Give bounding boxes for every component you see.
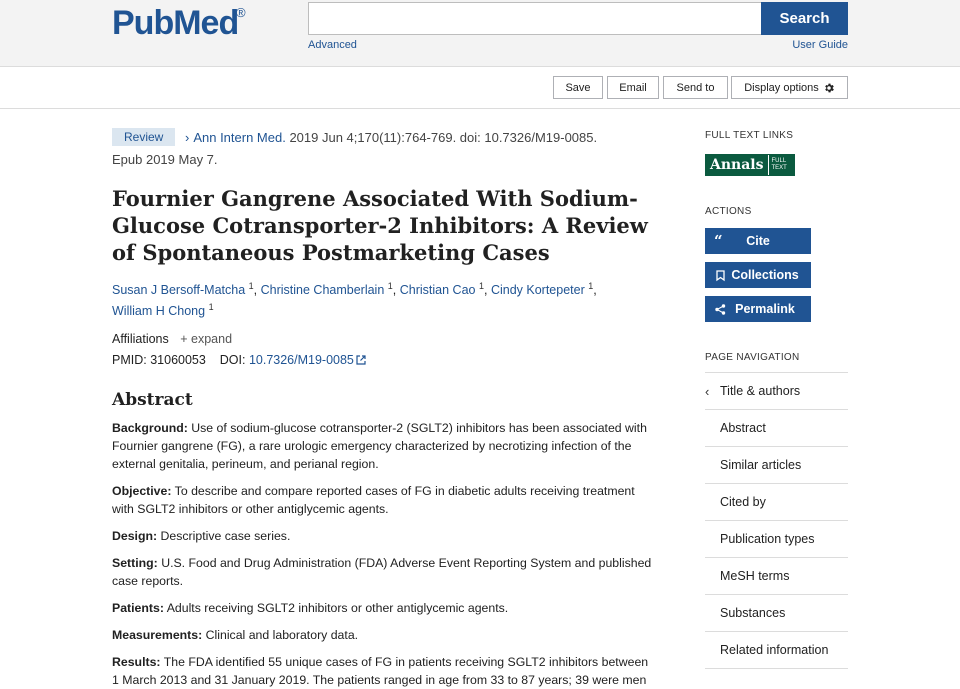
doi-label: DOI:: [219, 353, 246, 368]
affiliation-ref[interactable]: 1: [248, 281, 254, 291]
abstract-heading: Abstract: [112, 390, 193, 411]
nav-label: Abstract: [720, 421, 766, 435]
abstract-measurements: [112, 626, 657, 644]
site-header: [0, 0, 960, 67]
advanced-search-link[interactable]: Advanced: [308, 39, 357, 51]
expand-label: expand: [191, 332, 233, 347]
nav-item-title-authors[interactable]: [705, 373, 848, 410]
section-label: Setting:: [112, 556, 158, 571]
nav-item-substances[interactable]: [705, 595, 848, 632]
author-link[interactable]: Cindy Kortepeter: [490, 283, 585, 298]
pmid-label: PMID:: [112, 353, 147, 368]
actions-heading: ACTIONS: [705, 206, 752, 217]
abstract-objective: [112, 482, 657, 518]
page-navigation-heading: PAGE NAVIGATION: [705, 352, 800, 363]
permalink-button[interactable]: [705, 296, 811, 322]
affiliation-ref[interactable]: 1: [478, 281, 484, 291]
nav-item-cited-by[interactable]: [705, 484, 848, 521]
nav-label: Publication types: [720, 532, 815, 546]
affiliation-ref[interactable]: 1: [588, 281, 594, 291]
annals-full-text-link[interactable]: [705, 154, 795, 176]
plus-icon: +: [180, 332, 188, 347]
section-text: Use of sodium-glucose cotransporter-2 (SGLT2) inhibitors has been associated with Fournier gangrene (FG), a rare urologic emergency characterized by necrotizing infection of the external genitalia, perineum, and perianal region.: [112, 421, 647, 472]
abstract-results: [112, 653, 657, 689]
save-button[interactable]: [553, 76, 603, 99]
pubmed-logo[interactable]: [112, 2, 252, 46]
identifiers-row: [112, 353, 657, 367]
full-text-heading: FULL TEXT LINKS: [705, 130, 794, 141]
section-label: Results:: [112, 655, 161, 670]
review-badge: Review: [112, 128, 175, 146]
quote-icon: “: [714, 232, 723, 250]
user-guide-link[interactable]: User Guide: [792, 39, 848, 51]
section-text: The FDA identified 55 unique cases of FG in patients receiving SGLT2 inhibitors between 1 March 2013 and 31 January 2019. The patients ranged in age from 33 to 87 years; 39 were men: [112, 655, 649, 688]
doi-link[interactable]: [249, 353, 366, 367]
affiliation-ref[interactable]: 1: [208, 302, 214, 313]
abstract-setting: [112, 554, 657, 590]
author-link[interactable]: William H Chong: [112, 304, 206, 319]
send-to-label: Send to: [676, 81, 715, 94]
affiliation-ref[interactable]: 1: [387, 281, 393, 291]
save-label: Save: [565, 81, 591, 94]
affiliations-row: [112, 332, 657, 346]
email-label: Email: [619, 81, 647, 94]
section-label: Background:: [112, 421, 188, 436]
nav-label: Related information: [720, 643, 829, 657]
nav-label: Title & authors: [720, 384, 801, 398]
email-button[interactable]: [607, 76, 659, 99]
search-button[interactable]: Search: [761, 2, 848, 35]
section-label: Patients:: [112, 601, 164, 616]
nav-label: Substances: [720, 606, 786, 620]
section-text: Clinical and laboratory data.: [205, 628, 359, 643]
section-text: Adults receiving SGLT2 inhibitors or other antiglycemic agents.: [166, 601, 509, 616]
abstract-background: [112, 419, 657, 473]
cite-button[interactable]: [705, 228, 811, 254]
article-title: Fournier Gangrene Associated With Sodium-Glucose Cotransporter-2 Inhibitors: A Review of Spontaneous Postmarketing Cases: [112, 186, 648, 265]
permalink-label: Permalink: [735, 302, 795, 316]
display-options-button[interactable]: [731, 76, 848, 99]
nav-label: Cited by: [720, 495, 766, 509]
doi-value: 10.7326/M19-0085: [248, 353, 354, 368]
section-text: To describe and compare reported cases of FG in diabetic adults receiving treatment with SGLT2 inhibitors or other antiglycemic agents.: [112, 484, 635, 517]
article-main: [112, 127, 657, 689]
citation-line: [112, 127, 657, 171]
section-label: Objective:: [112, 484, 172, 499]
nav-item-related-information[interactable]: [705, 632, 848, 669]
logo-text: PubMed: [112, 4, 239, 42]
author-list: Susan J Bersoff-Matcha $^1$, Christine Chamberlain $^1$, Christian Cao $^1$, Cindy Kortepeter $^1$, William H Chong $^1$: [112, 281, 597, 319]
journal-link[interactable]: Ann Intern Med.: [193, 130, 286, 145]
nav-item-similar-articles[interactable]: [705, 447, 848, 484]
section-label: Measurements:: [112, 628, 203, 643]
section-text: U.S. Food and Drug Administration (FDA) Adverse Event Reporting System and published case reports.: [112, 556, 652, 589]
nav-item-publication-types[interactable]: [705, 521, 848, 558]
annals-sub-label: FULL TEXT: [768, 155, 795, 175]
author-link[interactable]: Susan J Bersoff-Matcha: [112, 283, 246, 298]
chevron-left-icon: ‹: [705, 383, 710, 399]
gear-icon: [823, 82, 835, 94]
abstract-patients: [112, 599, 657, 617]
page-navigation-list: [705, 372, 848, 669]
send-to-button[interactable]: [663, 76, 728, 99]
section-label: Design:: [112, 529, 158, 544]
affiliations-label: Affiliations: [112, 332, 169, 347]
display-options-label: Display options: [744, 81, 819, 94]
nav-label: Similar articles: [720, 458, 802, 472]
annals-logo: Annals: [706, 155, 768, 175]
right-sidebar: [705, 130, 848, 669]
abstract-design: [112, 527, 657, 545]
pmid-value: 31060053: [150, 353, 206, 368]
article-toolbar: [0, 67, 960, 109]
external-link-icon: [356, 355, 366, 365]
share-icon: [715, 304, 726, 315]
author-link[interactable]: Christine Chamberlain: [260, 283, 385, 298]
epub-date: Epub 2019 May 7.: [112, 152, 218, 167]
search-input[interactable]: [308, 2, 762, 35]
registered-mark: ®: [236, 5, 246, 20]
nav-item-mesh-terms[interactable]: [705, 558, 848, 595]
chevron-right-icon[interactable]: ›: [184, 130, 190, 145]
author-link[interactable]: Christian Cao: [399, 283, 476, 298]
collections-label: Collections: [731, 268, 799, 282]
citation-detail: 2019 Jun 4;170(11):764-769. doi: 10.7326/M19-0085.: [289, 130, 598, 145]
collections-button[interactable]: [705, 262, 811, 288]
expand-affiliations-button[interactable]: [180, 332, 232, 346]
nav-item-abstract[interactable]: [705, 410, 848, 447]
section-text: Descriptive case series.: [160, 529, 291, 544]
nav-label: MeSH terms: [720, 569, 790, 583]
bookmark-icon: [716, 270, 725, 281]
cite-label: Cite: [746, 234, 770, 248]
